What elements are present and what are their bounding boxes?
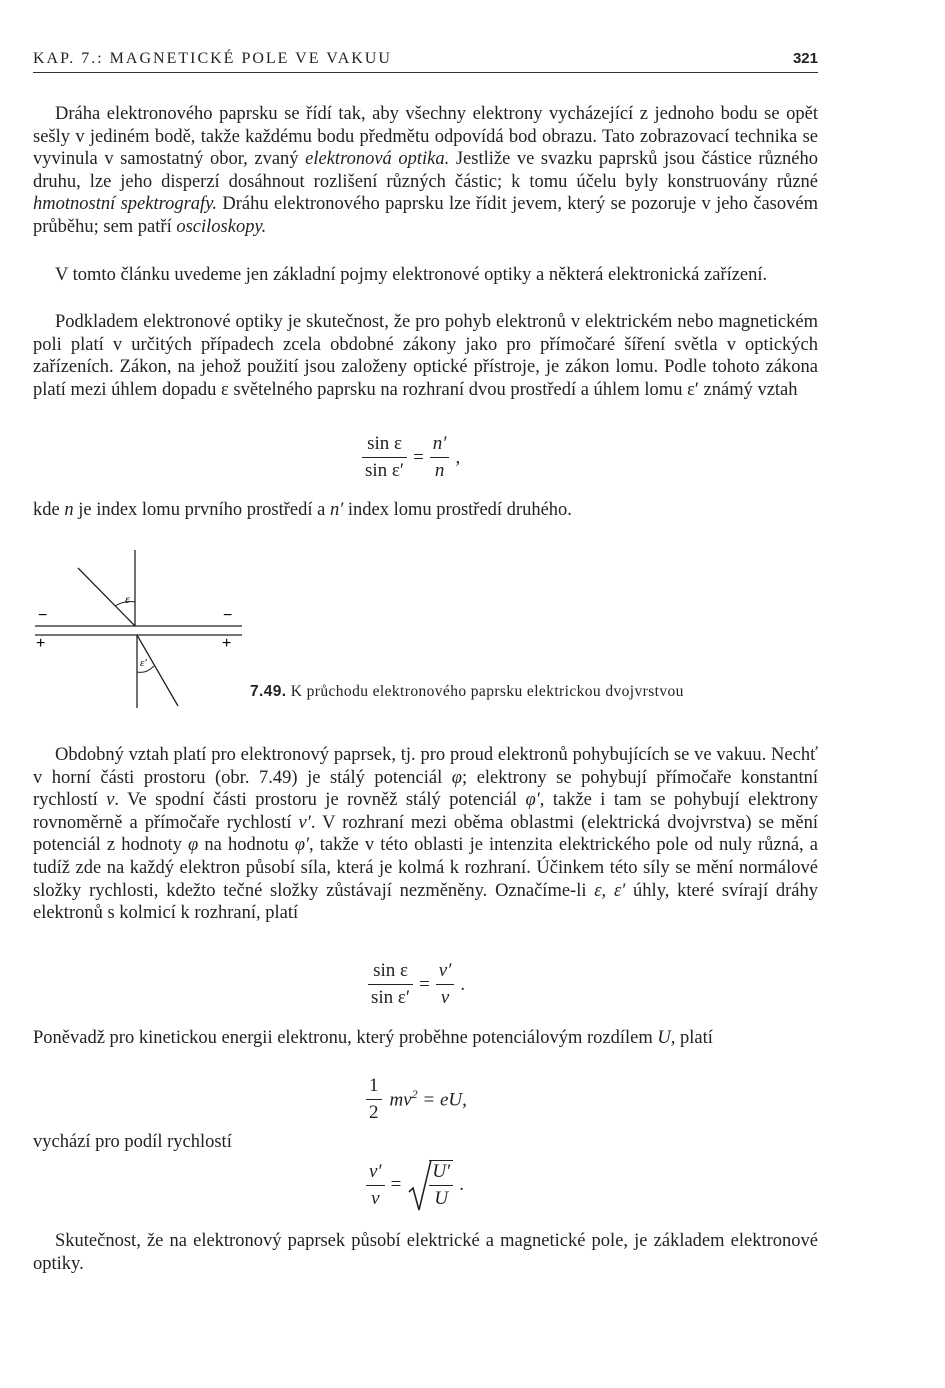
term-electron-optics: elektronová optika. (305, 149, 450, 170)
paragraph-velocity-ratio: vychází pro podíl rychlostí (33, 1132, 232, 1152)
paragraph-electron-analogy: Obdobný vztah platí pro elektronový paprsek, tj. pro proud elektronů pohybujících se ve vakuu. Nechť v horní části prostoru (obr. 7.49) je stálý potenciál φ; elektrony se pohybují přímočaře konstantní rychlostí v. Ve spodní části prostoru je rovněž stálý potenciál φ′, takže i tam se pohybují elektrony rovnoměrně a přímočaře rychlostí v′. V rozhraní mezi oběma oblastmi (elektrická dvojvrstva) se mění potenciál z hodnoty φ na hodnotu φ′, takže v této oblasti je intenzita elektrického pole od nuly různá, a tudíž zde na každý elektron působí síla, která je kolmá k rozhraní. Účinkem této síly se mění normálové složky rychlosti, kdežto tečné složky zůstávají nezměněny. Označíme-li ε, ε′ úhly, které svírají dráhy elektronů s kolmicí k rozhraní, platí (33, 745, 819, 924)
formula-velocity-ratio: $\frac{v'}{v}$ = $\frac{U'}{U}$ . (366, 1158, 470, 1212)
chapter-title: KAP. 7.: MAGNETICKÉ POLE VE VAKUU (33, 50, 392, 67)
term-mass-spectrographs: hmotnostní spektrografy. (33, 194, 218, 215)
plus-sign-right: + (222, 635, 232, 652)
minus-sign-right: − (223, 607, 233, 624)
formula-snell-law: $\frac{\text{sin ε}}{\text{sin ε′}}$ = $\frac{n'}{n}$ , (362, 433, 466, 482)
formula-kinetic-energy: $\frac{1}{2}$ $mv^2$ = eU, (366, 1075, 473, 1124)
minus-sign-left: − (38, 607, 48, 624)
paragraph-index-definition: kde n je index lomu prvního prostředí a n′ index lomu prostředí druhého. (33, 500, 572, 520)
figure-double-layer (30, 548, 250, 713)
paragraph-conclusion: Skutečnost, že na elektronový paprsek působí elektrické a magnetické pole, je základem elektronové optiky. (33, 1231, 818, 1274)
page-number: 321 (792, 50, 818, 67)
refracted-ray (137, 635, 178, 706)
term-oscilloscopes: osciloskopy. (176, 216, 267, 237)
paragraph-intro: V tomto článku uvedeme jen základní pojmy elektronové optiky a některá elektronická zařízení. (55, 265, 768, 285)
paragraph-kinetic-energy: Poněvadž pro kinetickou energii elektronu, který proběhne potenciálovým rozdílem U, platí (33, 1028, 713, 1048)
paragraph-electron-optics: Dráha elektronového paprsku se řídí tak, aby všechny elektrony vycházející z jednoho bodu se opět sešly v jediném bodě, takže každému bodu předmětu odpovídá bod obrazu. Tato zobrazovací technika se vyvinula v samostatný obor, zvaný elektronová optika. Jestliže ve svazku paprsků jsou částice různého druhu, lze jeho disperzí dosáhnout rozlišení různých částic; k tomu účelu byly konstruovány různé hmotnostní spektrografy. Dráhu elektronového paprsku lze řídit jevem, který se pozoruje v jeho časovém průběhu; sem patří osciloskopy. (33, 104, 818, 237)
angle-epsilon-label: ε (125, 592, 130, 606)
figure-caption: 7.49. K průchodu elektronového paprsku elektrickou dvojvrstvou (250, 683, 684, 700)
paragraph-refraction-law: Podkladem elektronové optiky je skutečnost, že pro pohyb elektronů v elektrickém nebo magnetickém poli platí v určitých případech zcela obdobné zákony jako pro přímočaré šíření světla v optických zařízeních. Zákon, na jehož použití jsou založeny optické přístroje, je zákon lomu. Podle tohoto zákona platí mezi úhlem dopadu ε světelného paprsku na rozhraní dvou prostředí a úhlem lomu ε′ známý vztah (33, 312, 818, 400)
formula-electron-refraction: $\frac{\text{sin ε}}{\text{sin ε′}}$ = $\frac{v'}{v}$ . (368, 960, 471, 1009)
figure-number: 7.49. (250, 683, 287, 700)
angle-epsilon-prime-label: ε′ (140, 657, 147, 669)
plus-sign-left: + (36, 635, 46, 652)
running-header (33, 50, 818, 73)
